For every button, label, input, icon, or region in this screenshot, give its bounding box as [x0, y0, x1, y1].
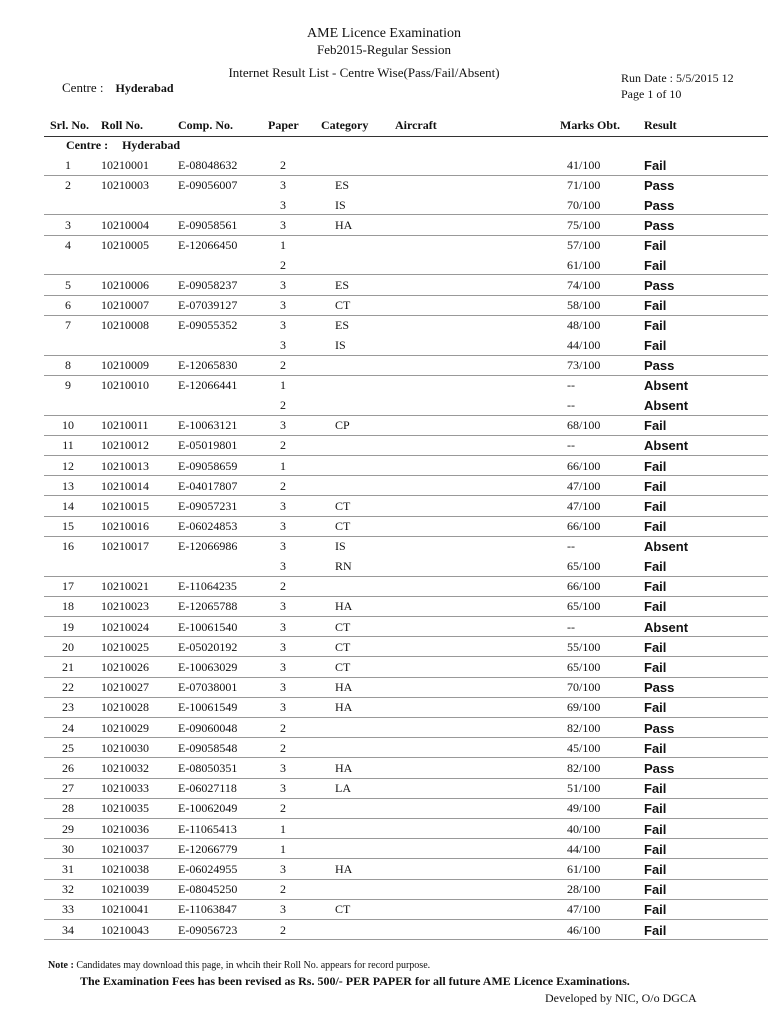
- cell-roll-no: 10210006: [101, 278, 149, 292]
- cell-category: CT: [335, 639, 351, 654]
- cell-comp-no: E-07039127: [178, 298, 238, 313]
- cell-paper: 3: [280, 700, 286, 715]
- row-divider: [44, 355, 768, 356]
- cell-category: CT: [335, 499, 351, 513]
- cell-category: IS: [335, 197, 346, 212]
- cell-paper: 3: [280, 278, 286, 292]
- cell-result: Fail: [644, 559, 667, 574]
- cell-category: HA: [335, 599, 353, 614]
- cell-marks: 66/100: [567, 458, 601, 473]
- cell-srl-no: 11: [62, 438, 74, 453]
- row-divider: [44, 375, 768, 376]
- cell-comp-no: E-04017807: [178, 478, 238, 493]
- cell-result: Fail: [644, 862, 667, 877]
- cell-category: IS: [335, 338, 346, 352]
- row-divider: [44, 415, 768, 416]
- cell-result: Pass: [644, 218, 675, 233]
- cell-srl-no: 17: [62, 579, 74, 594]
- cell-comp-no: E-10062049: [178, 801, 238, 816]
- page-info: Page 1 of 10: [621, 87, 682, 101]
- cell-paper: 3: [280, 218, 286, 232]
- row-divider: [44, 576, 768, 577]
- cell-paper: 3: [280, 680, 286, 695]
- cell-marks: 51/100: [567, 781, 601, 796]
- cell-paper: 1: [280, 841, 286, 856]
- row-divider: [44, 838, 768, 839]
- cell-marks: 70/100: [567, 197, 601, 212]
- cell-category: ES: [335, 178, 350, 193]
- row-divider: [44, 435, 768, 436]
- cell-category: CP: [335, 418, 350, 433]
- cell-marks: 82/100: [567, 761, 601, 775]
- cell-result: Fail: [644, 821, 667, 837]
- cell-comp-no: E-10061549: [178, 700, 238, 715]
- cell-marks: --: [567, 438, 575, 453]
- cell-srl-no: 10: [62, 418, 74, 433]
- cell-roll-no: 10210024: [101, 619, 149, 634]
- cell-roll-no: 10210037: [101, 841, 149, 856]
- cell-result: Fail: [644, 841, 667, 857]
- cell-comp-no: E-10063121: [178, 418, 238, 433]
- cell-result: Fail: [644, 458, 667, 474]
- cell-result: Fail: [644, 298, 667, 314]
- cell-result: Fail: [644, 318, 667, 334]
- row-divider: [44, 899, 768, 900]
- cell-srl-no: 28: [62, 801, 74, 816]
- cell-paper: 2: [280, 922, 286, 937]
- row-divider: [44, 858, 768, 859]
- row-divider: [44, 455, 768, 456]
- cell-marks: 65/100: [567, 599, 601, 614]
- cell-comp-no: E-12066986: [178, 539, 238, 554]
- cell-roll-no: 10210017: [101, 539, 149, 554]
- cell-paper: 2: [280, 720, 286, 735]
- note-text: Candidates may download this page, in whcih their Roll No. appears for record purpose.: [73, 960, 431, 971]
- footer-note: [48, 960, 430, 971]
- row-divider: [44, 879, 768, 880]
- row-divider: [44, 315, 768, 316]
- section-centre-label: Centre :: [66, 138, 109, 152]
- cell-srl-no: 14: [62, 499, 74, 513]
- row-divider: [44, 596, 768, 597]
- cell-comp-no: E-09056007: [178, 178, 238, 193]
- cell-category: LA: [335, 781, 351, 796]
- cell-marks: 57/100: [567, 238, 601, 253]
- cell-roll-no: 10210023: [101, 599, 149, 614]
- cell-result: Fail: [644, 902, 667, 918]
- cell-roll-no: 10210032: [101, 761, 149, 775]
- cell-result: Absent: [644, 398, 689, 413]
- cell-paper: 3: [280, 318, 286, 333]
- cell-comp-no: E-07038001: [178, 680, 238, 695]
- cell-paper: 2: [280, 438, 286, 453]
- cell-result: Fail: [644, 781, 667, 797]
- cell-result: Fail: [644, 418, 667, 434]
- cell-marks: 70/100: [567, 680, 601, 695]
- cell-result: Pass: [644, 178, 675, 194]
- cell-result: Fail: [644, 519, 667, 535]
- cell-roll-no: 10210041: [101, 902, 149, 917]
- cell-marks: 75/100: [567, 218, 601, 232]
- cell-result: Pass: [644, 197, 675, 213]
- cell-comp-no: E-09055352: [178, 318, 238, 333]
- cell-srl-no: 12: [62, 458, 74, 473]
- cell-roll-no: 10210021: [101, 579, 149, 594]
- cell-category: ES: [335, 278, 350, 292]
- cell-srl-no: 21: [62, 660, 74, 674]
- cell-paper: 2: [280, 257, 286, 272]
- cell-comp-no: E-09058659: [178, 458, 238, 473]
- cell-result: Fail: [644, 660, 667, 675]
- row-divider: [44, 536, 768, 537]
- cell-paper: 2: [280, 478, 286, 493]
- cell-result: Pass: [644, 720, 675, 736]
- cell-comp-no: E-11063847: [178, 902, 237, 917]
- cell-roll-no: 10210029: [101, 720, 149, 735]
- cell-roll-no: 10210004: [101, 218, 149, 232]
- cell-roll-no: 10210011: [101, 418, 149, 433]
- cell-srl-no: 27: [62, 781, 74, 796]
- cell-category: HA: [335, 218, 353, 232]
- row-divider: [44, 818, 768, 819]
- cell-result: Fail: [644, 238, 667, 254]
- cell-marks: 41/100: [567, 158, 601, 172]
- cell-category: HA: [335, 862, 353, 876]
- cell-paper: 3: [280, 418, 286, 433]
- cell-srl-no: 16: [62, 539, 74, 554]
- cell-roll-no: 10210026: [101, 660, 149, 674]
- cell-comp-no: E-05019801: [178, 438, 238, 453]
- cell-srl-no: 20: [62, 639, 74, 654]
- cell-paper: 3: [280, 178, 286, 193]
- cell-marks: 47/100: [567, 499, 601, 513]
- cell-roll-no: 10210015: [101, 499, 149, 513]
- cell-roll-no: 10210039: [101, 882, 149, 897]
- cell-marks: 71/100: [567, 178, 601, 193]
- section-centre-value: Hyderabad: [122, 138, 181, 152]
- cell-paper: 3: [280, 519, 286, 534]
- cell-marks: 61/100: [567, 862, 601, 876]
- row-divider: [44, 235, 768, 236]
- cell-roll-no: 10210010: [101, 378, 149, 393]
- cell-comp-no: E-12066441: [178, 378, 238, 393]
- centre-label: Centre :: [62, 80, 104, 95]
- cell-paper: 3: [280, 619, 286, 634]
- cell-roll-no: 10210009: [101, 358, 149, 373]
- cell-result: Pass: [644, 761, 675, 776]
- cell-marks: 28/100: [567, 882, 601, 897]
- cell-marks: 40/100: [567, 821, 601, 836]
- cell-marks: 44/100: [567, 338, 601, 352]
- list-title: Internet Result List - Centre Wise(Pass/Fail/Absent): [228, 65, 500, 80]
- cell-srl-no: 1: [65, 158, 71, 172]
- row-divider: [44, 516, 768, 517]
- row-divider: [44, 737, 768, 738]
- cell-srl-no: 31: [62, 862, 74, 876]
- cell-paper: 2: [280, 358, 286, 373]
- cell-roll-no: 10210025: [101, 639, 149, 654]
- cell-result: Pass: [644, 680, 675, 696]
- col-roll-no: Roll No.: [101, 118, 143, 132]
- cell-result: Absent: [644, 619, 689, 635]
- cell-srl-no: 5: [65, 278, 71, 292]
- cell-comp-no: E-08045250: [178, 882, 238, 897]
- cell-category: CT: [335, 519, 351, 534]
- row-divider: [44, 616, 768, 617]
- cell-comp-no: E-08050351: [178, 761, 238, 775]
- cell-roll-no: 10210043: [101, 922, 149, 937]
- cell-roll-no: 10210038: [101, 862, 149, 876]
- cell-comp-no: E-12066779: [178, 841, 238, 856]
- cell-roll-no: 10210008: [101, 318, 149, 333]
- cell-srl-no: 8: [65, 358, 71, 373]
- cell-comp-no: E-12066450: [178, 238, 238, 253]
- cell-roll-no: 10210003: [101, 178, 149, 193]
- cell-marks: 65/100: [567, 660, 601, 674]
- cell-comp-no: E-12065788: [178, 599, 238, 614]
- row-divider: [44, 495, 768, 496]
- cell-result: Fail: [644, 700, 667, 716]
- cell-comp-no: E-12065830: [178, 358, 238, 373]
- cell-srl-no: 32: [62, 882, 74, 897]
- cell-marks: 66/100: [567, 519, 601, 534]
- cell-paper: 2: [280, 158, 286, 172]
- cell-roll-no: 10210030: [101, 740, 149, 755]
- cell-result: Fail: [644, 801, 667, 817]
- cell-comp-no: E-11064235: [178, 579, 237, 594]
- cell-roll-no: 10210001: [101, 158, 149, 172]
- cell-roll-no: 10210007: [101, 298, 149, 313]
- cell-paper: 3: [280, 761, 286, 775]
- cell-srl-no: 2: [65, 178, 71, 193]
- col-marks-obt: Marks Obt.: [560, 118, 620, 132]
- cell-roll-no: 10210005: [101, 238, 149, 253]
- row-divider: [44, 919, 768, 920]
- cell-paper: 2: [280, 801, 286, 816]
- cell-comp-no: E-08048632: [178, 158, 238, 172]
- cell-comp-no: E-06027118: [178, 781, 237, 796]
- col-srl-no: Srl. No.: [50, 118, 89, 132]
- exam-title: AME Licence Examination: [307, 26, 461, 41]
- cell-srl-no: 6: [65, 298, 71, 313]
- cell-result: Fail: [644, 158, 667, 173]
- cell-marks: 68/100: [567, 418, 601, 433]
- developed-by: Developed by NIC, O/o DGCA: [545, 991, 697, 1005]
- cell-marks: 48/100: [567, 318, 601, 333]
- cell-marks: 69/100: [567, 700, 601, 715]
- cell-result: Pass: [644, 278, 675, 293]
- cell-paper: 3: [280, 298, 286, 313]
- fees-notice: The Examination Fees has been revised as Rs. 500/- PER PAPER for all future AME Licence Examinations.: [80, 974, 630, 988]
- cell-marks: --: [567, 378, 575, 393]
- cell-roll-no: 10210016: [101, 519, 149, 534]
- cell-roll-no: 10210027: [101, 680, 149, 695]
- cell-marks: 65/100: [567, 559, 601, 573]
- cell-result: Fail: [644, 922, 667, 938]
- cell-roll-no: 10210035: [101, 801, 149, 816]
- cell-comp-no: E-06024853: [178, 519, 238, 534]
- cell-roll-no: 10210014: [101, 478, 149, 493]
- row-divider: [44, 757, 768, 758]
- col-comp-no: Comp. No.: [178, 118, 234, 132]
- run-date: Run Date : 5/5/2015 12: [621, 71, 734, 85]
- cell-paper: 3: [280, 660, 286, 674]
- cell-category: HA: [335, 680, 353, 695]
- cell-roll-no: 10210013: [101, 458, 149, 473]
- cell-result: Pass: [644, 358, 675, 374]
- cell-srl-no: 4: [65, 238, 71, 253]
- cell-comp-no: E-06024955: [178, 862, 238, 876]
- cell-roll-no: 10210036: [101, 821, 149, 836]
- row-divider: [44, 677, 768, 678]
- cell-comp-no: E-10061540: [178, 619, 238, 634]
- cell-result: Fail: [644, 882, 667, 898]
- cell-result: Absent: [644, 438, 689, 454]
- cell-srl-no: 22: [62, 680, 74, 695]
- cell-roll-no: 10210028: [101, 700, 149, 715]
- cell-srl-no: 3: [65, 218, 71, 232]
- cell-marks: 47/100: [567, 902, 601, 917]
- cell-category: CT: [335, 902, 351, 917]
- cell-paper: 3: [280, 197, 286, 212]
- cell-marks: 73/100: [567, 358, 601, 373]
- cell-paper: 3: [280, 499, 286, 513]
- cell-result: Fail: [644, 639, 667, 655]
- row-divider: [44, 295, 768, 296]
- cell-category: ES: [335, 318, 350, 333]
- cell-comp-no: E-11065413: [178, 821, 237, 836]
- cell-srl-no: 33: [62, 902, 74, 917]
- col-aircraft: Aircraft: [395, 118, 437, 132]
- cell-marks: 82/100: [567, 720, 601, 735]
- cell-result: Fail: [644, 499, 667, 514]
- cell-result: Fail: [644, 338, 667, 353]
- row-divider: [44, 636, 768, 637]
- cell-srl-no: 29: [62, 821, 74, 836]
- cell-result: Fail: [644, 579, 667, 595]
- cell-category: RN: [335, 559, 352, 573]
- cell-category: HA: [335, 700, 353, 715]
- cell-result: Absent: [644, 539, 689, 555]
- cell-paper: 3: [280, 862, 286, 876]
- cell-marks: --: [567, 619, 575, 634]
- cell-srl-no: 9: [65, 378, 71, 393]
- cell-paper: 2: [280, 398, 286, 412]
- cell-paper: 3: [280, 338, 286, 352]
- row-divider: [44, 214, 768, 215]
- cell-comp-no: E-05020192: [178, 639, 238, 654]
- row-divider: [44, 697, 768, 698]
- row-divider: [44, 798, 768, 799]
- cell-paper: 3: [280, 781, 286, 796]
- cell-comp-no: E-09058561: [178, 218, 238, 232]
- cell-srl-no: 15: [62, 519, 74, 534]
- cell-paper: 1: [280, 378, 286, 393]
- cell-result: Fail: [644, 740, 667, 756]
- session-title: Feb2015-Regular Session: [317, 42, 451, 57]
- cell-comp-no: E-09057231: [178, 499, 238, 513]
- col-paper: Paper: [268, 118, 299, 132]
- centre-value: Hyderabad: [115, 81, 174, 95]
- cell-result: Fail: [644, 599, 667, 615]
- cell-paper: 2: [280, 579, 286, 594]
- row-divider: [44, 717, 768, 718]
- row-divider: [44, 939, 768, 940]
- row-divider: [44, 175, 768, 176]
- cell-category: IS: [335, 539, 346, 554]
- col-category: Category: [321, 118, 369, 132]
- cell-marks: 66/100: [567, 579, 601, 594]
- cell-result: Absent: [644, 378, 689, 394]
- row-divider: [44, 656, 768, 657]
- cell-srl-no: 7: [65, 318, 71, 333]
- row-divider: [44, 778, 768, 779]
- cell-marks: 74/100: [567, 278, 601, 292]
- cell-srl-no: 13: [62, 478, 74, 493]
- cell-srl-no: 34: [62, 922, 74, 937]
- cell-marks: 55/100: [567, 639, 601, 654]
- cell-marks: --: [567, 539, 575, 554]
- cell-marks: 45/100: [567, 740, 601, 755]
- cell-paper: 1: [280, 821, 286, 836]
- cell-marks: 49/100: [567, 801, 601, 816]
- cell-marks: 58/100: [567, 298, 601, 313]
- cell-paper: 2: [280, 882, 286, 897]
- cell-srl-no: 24: [62, 720, 74, 735]
- cell-roll-no: 10210033: [101, 781, 149, 796]
- cell-srl-no: 23: [62, 700, 74, 715]
- cell-comp-no: E-10063029: [178, 660, 238, 674]
- cell-comp-no: E-09058237: [178, 278, 238, 292]
- cell-category: HA: [335, 761, 353, 775]
- cell-result: Fail: [644, 478, 667, 494]
- cell-srl-no: 30: [62, 841, 74, 856]
- cell-marks: 47/100: [567, 478, 601, 493]
- cell-marks: 61/100: [567, 257, 601, 272]
- cell-srl-no: 26: [62, 761, 74, 775]
- cell-comp-no: E-09060048: [178, 720, 238, 735]
- cell-srl-no: 25: [62, 740, 74, 755]
- cell-paper: 2: [280, 740, 286, 755]
- cell-paper: 3: [280, 639, 286, 654]
- cell-category: CT: [335, 619, 351, 634]
- cell-paper: 1: [280, 458, 286, 473]
- cell-roll-no: 10210012: [101, 438, 149, 453]
- row-divider: [44, 274, 768, 275]
- cell-srl-no: 19: [62, 619, 74, 634]
- cell-paper: 3: [280, 559, 286, 573]
- col-result: Result: [644, 118, 677, 132]
- cell-marks: 46/100: [567, 922, 601, 937]
- cell-paper: 3: [280, 539, 286, 554]
- cell-paper: 3: [280, 599, 286, 614]
- row-divider: [44, 475, 768, 476]
- cell-srl-no: 18: [62, 599, 74, 614]
- cell-paper: 1: [280, 238, 286, 253]
- cell-comp-no: E-09058548: [178, 740, 238, 755]
- cell-marks: --: [567, 398, 575, 412]
- cell-category: CT: [335, 660, 351, 674]
- note-label: Note :: [48, 960, 74, 971]
- cell-marks: 44/100: [567, 841, 601, 856]
- cell-comp-no: E-09056723: [178, 922, 238, 937]
- cell-category: CT: [335, 298, 351, 313]
- cell-result: Fail: [644, 257, 667, 273]
- cell-paper: 3: [280, 902, 286, 917]
